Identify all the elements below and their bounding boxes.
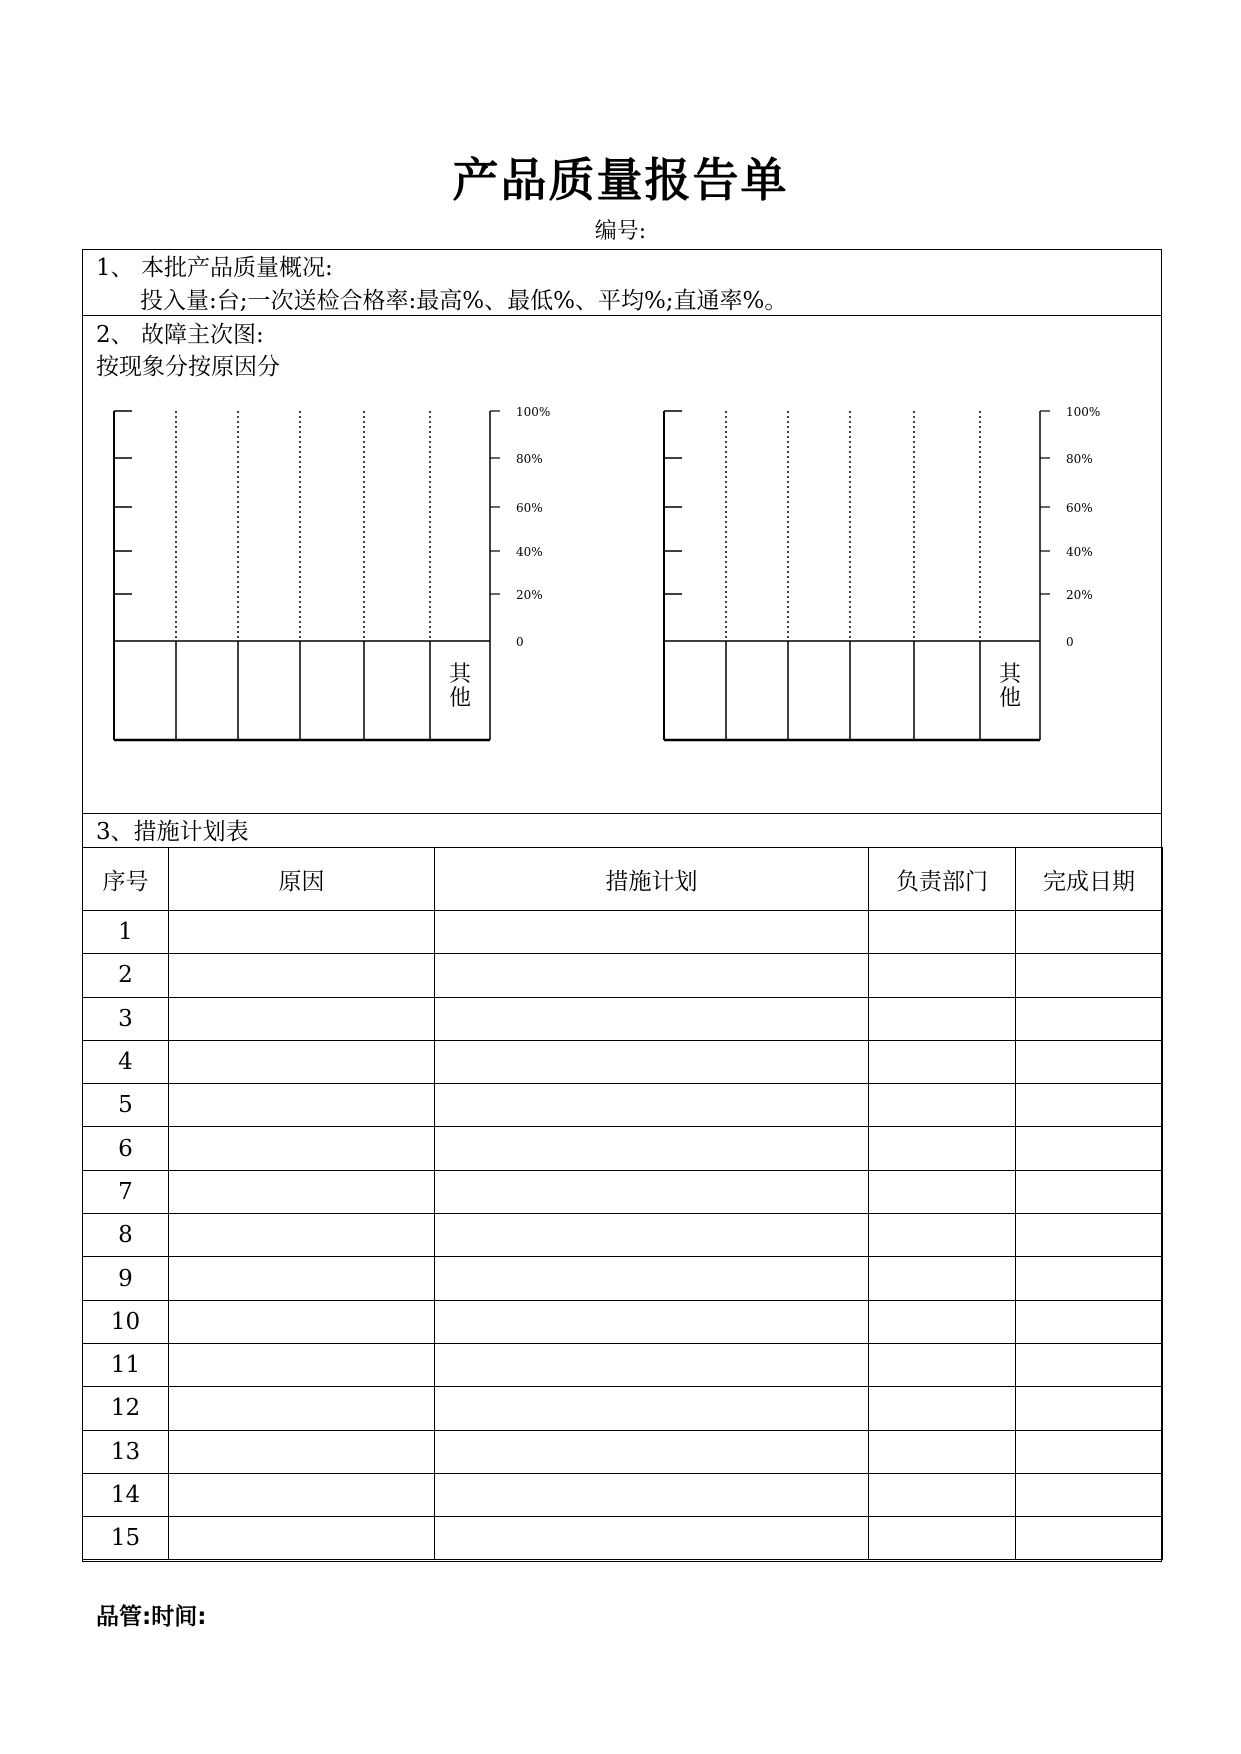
column-header-department: 负责部门 bbox=[869, 848, 1016, 911]
cell-date[interactable] bbox=[1016, 1040, 1163, 1083]
cell-date[interactable] bbox=[1016, 1343, 1163, 1386]
divider bbox=[82, 813, 1162, 814]
cell-serial: 12 bbox=[83, 1387, 169, 1430]
cell-measure[interactable] bbox=[435, 1473, 869, 1516]
cell-date[interactable] bbox=[1016, 954, 1163, 997]
table-row bbox=[83, 1084, 1163, 1127]
section1-detail: 投入量:台;一次送检合格率:最高%、最低%、平均%;直通率%。 bbox=[140, 288, 788, 314]
cell-department[interactable] bbox=[869, 1040, 1016, 1083]
cell-department[interactable] bbox=[869, 997, 1016, 1040]
cell-cause[interactable] bbox=[169, 911, 435, 954]
cell-cause[interactable] bbox=[169, 954, 435, 997]
cell-department[interactable] bbox=[869, 1473, 1016, 1516]
divider bbox=[82, 315, 1162, 316]
cell-measure[interactable] bbox=[435, 1170, 869, 1213]
section2-heading: 2、 故障主次图: bbox=[96, 322, 264, 348]
cell-serial: 11 bbox=[83, 1343, 169, 1386]
cell-cause[interactable] bbox=[169, 1343, 435, 1386]
cell-department[interactable] bbox=[869, 954, 1016, 997]
right-axis-tick-label: 40% bbox=[516, 545, 543, 559]
cell-serial: 15 bbox=[83, 1517, 169, 1560]
cell-measure[interactable] bbox=[435, 954, 869, 997]
cell-serial: 13 bbox=[83, 1430, 169, 1473]
right-axis-tick-label: 60% bbox=[1066, 501, 1093, 515]
cell-measure[interactable] bbox=[435, 1517, 869, 1560]
cell-cause[interactable] bbox=[169, 1040, 435, 1083]
cell-serial: 14 bbox=[83, 1473, 169, 1516]
column-header-serial: 序号 bbox=[83, 848, 169, 911]
cell-serial: 4 bbox=[83, 1040, 169, 1083]
cell-date[interactable] bbox=[1016, 911, 1163, 954]
cell-department[interactable] bbox=[869, 1300, 1016, 1343]
cell-cause[interactable] bbox=[169, 1214, 435, 1257]
cell-date[interactable] bbox=[1016, 1473, 1163, 1516]
table-row bbox=[83, 997, 1163, 1040]
cell-cause[interactable] bbox=[169, 1387, 435, 1430]
cell-cause[interactable] bbox=[169, 1127, 435, 1170]
chart-svg bbox=[650, 395, 1110, 745]
cell-serial: 2 bbox=[83, 954, 169, 997]
right-axis-tick-label: 100% bbox=[1066, 405, 1101, 419]
cell-measure[interactable] bbox=[435, 1127, 869, 1170]
footer-signoff: 品管:时间: bbox=[96, 1604, 207, 1630]
cell-department[interactable] bbox=[869, 1257, 1016, 1300]
table-row bbox=[83, 1257, 1163, 1300]
cell-department[interactable] bbox=[869, 1127, 1016, 1170]
cell-date[interactable] bbox=[1016, 1170, 1163, 1213]
table-row bbox=[83, 1040, 1163, 1083]
right-axis-tick-label: 40% bbox=[1066, 545, 1093, 559]
cell-serial: 7 bbox=[83, 1170, 169, 1213]
cell-measure[interactable] bbox=[435, 1084, 869, 1127]
cell-department[interactable] bbox=[869, 1517, 1016, 1560]
right-axis-tick-label: 0 bbox=[1066, 635, 1074, 649]
cell-cause[interactable] bbox=[169, 1517, 435, 1560]
table-row bbox=[83, 1517, 1163, 1560]
doc-number-label: 编号: bbox=[594, 219, 647, 244]
table-row bbox=[83, 1127, 1163, 1170]
category-label: 其他 bbox=[448, 662, 472, 711]
cell-department[interactable] bbox=[869, 1084, 1016, 1127]
cell-cause[interactable] bbox=[169, 1084, 435, 1127]
cell-serial: 1 bbox=[83, 911, 169, 954]
table-row bbox=[83, 1170, 1163, 1213]
cell-measure[interactable] bbox=[435, 1300, 869, 1343]
page-title: 产品质量报告单 bbox=[452, 153, 789, 207]
cell-cause[interactable] bbox=[169, 1300, 435, 1343]
chart-svg bbox=[100, 395, 560, 745]
cell-date[interactable] bbox=[1016, 1127, 1163, 1170]
cell-department[interactable] bbox=[869, 1387, 1016, 1430]
cell-department[interactable] bbox=[869, 911, 1016, 954]
cell-measure[interactable] bbox=[435, 1430, 869, 1473]
cell-department[interactable] bbox=[869, 1214, 1016, 1257]
cell-cause[interactable] bbox=[169, 997, 435, 1040]
cell-date[interactable] bbox=[1016, 1214, 1163, 1257]
cell-measure[interactable] bbox=[435, 1214, 869, 1257]
cell-date[interactable] bbox=[1016, 1430, 1163, 1473]
cell-date[interactable] bbox=[1016, 1517, 1163, 1560]
right-axis-tick-label: 80% bbox=[516, 452, 543, 466]
section2-subheading: 按现象分按原因分 bbox=[96, 354, 280, 380]
cell-date[interactable] bbox=[1016, 997, 1163, 1040]
measure-plan-table bbox=[82, 847, 1163, 1560]
table-row bbox=[83, 1387, 1163, 1430]
table-row bbox=[83, 1300, 1163, 1343]
table-row bbox=[83, 954, 1163, 997]
right-axis-tick-label: 60% bbox=[516, 501, 543, 515]
cell-cause[interactable] bbox=[169, 1170, 435, 1213]
table-row bbox=[83, 1430, 1163, 1473]
cell-serial: 6 bbox=[83, 1127, 169, 1170]
cell-department[interactable] bbox=[869, 1343, 1016, 1386]
table-row bbox=[83, 1214, 1163, 1257]
right-axis-tick-label: 0 bbox=[516, 635, 524, 649]
cell-measure[interactable] bbox=[435, 1343, 869, 1386]
cell-date[interactable] bbox=[1016, 1084, 1163, 1127]
right-axis-tick-label: 20% bbox=[516, 588, 543, 602]
cell-serial: 8 bbox=[83, 1214, 169, 1257]
cell-serial: 10 bbox=[83, 1300, 169, 1343]
section3-heading: 3、措施计划表 bbox=[96, 819, 249, 845]
cell-cause[interactable] bbox=[169, 1473, 435, 1516]
cell-serial: 3 bbox=[83, 997, 169, 1040]
fault-chart-by-phenomenon bbox=[100, 395, 560, 745]
cell-serial: 5 bbox=[83, 1084, 169, 1127]
cell-department[interactable] bbox=[869, 1430, 1016, 1473]
cell-date[interactable] bbox=[1016, 1257, 1163, 1300]
column-header-cause: 原因 bbox=[169, 848, 435, 911]
cell-measure[interactable] bbox=[435, 911, 869, 954]
cell-date[interactable] bbox=[1016, 1300, 1163, 1343]
table-row bbox=[83, 911, 1163, 954]
cell-measure[interactable] bbox=[435, 1040, 869, 1083]
right-axis-tick-label: 100% bbox=[516, 405, 551, 419]
cell-measure[interactable] bbox=[435, 997, 869, 1040]
column-header-measure: 措施计划 bbox=[435, 848, 869, 911]
fault-chart-by-cause bbox=[650, 395, 1110, 745]
section1-heading: 1、 本批产品质量概况: bbox=[96, 255, 333, 281]
cell-measure[interactable] bbox=[435, 1387, 869, 1430]
category-label: 其他 bbox=[998, 662, 1022, 711]
cell-department[interactable] bbox=[869, 1170, 1016, 1213]
table-header-row bbox=[83, 848, 1163, 911]
cell-measure[interactable] bbox=[435, 1257, 869, 1300]
cell-date[interactable] bbox=[1016, 1387, 1163, 1430]
cell-serial: 9 bbox=[83, 1257, 169, 1300]
cell-cause[interactable] bbox=[169, 1257, 435, 1300]
cell-cause[interactable] bbox=[169, 1430, 435, 1473]
column-header-date: 完成日期 bbox=[1016, 848, 1163, 911]
right-axis-tick-label: 20% bbox=[1066, 588, 1093, 602]
right-axis-tick-label: 80% bbox=[1066, 452, 1093, 466]
table-row bbox=[83, 1343, 1163, 1386]
table-row bbox=[83, 1473, 1163, 1516]
